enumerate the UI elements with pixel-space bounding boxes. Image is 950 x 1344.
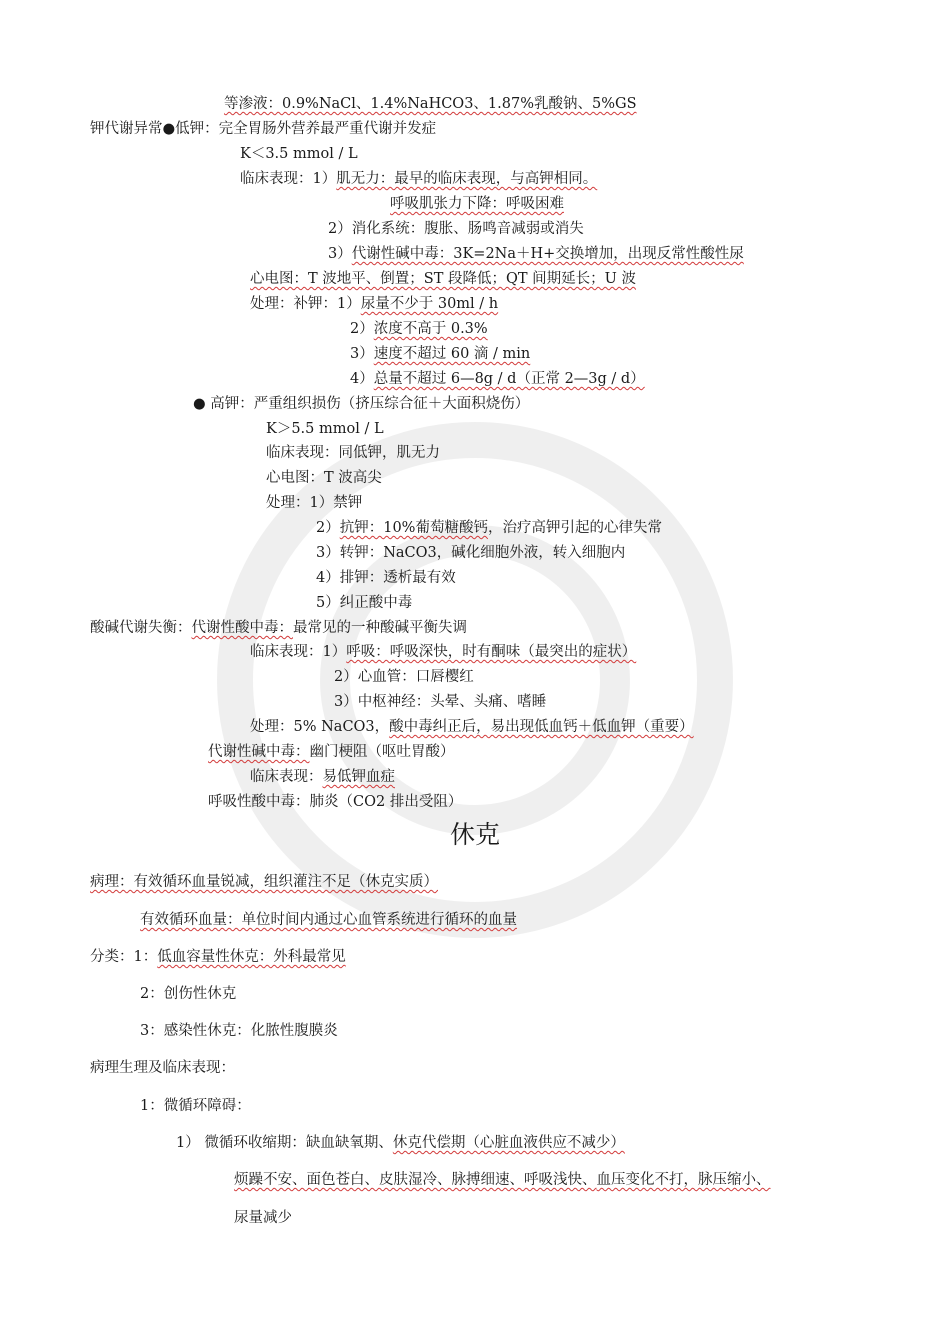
hypokalemia-clinical-3	[328, 244, 744, 264]
symptoms-1b-text: 血压变化不打，脉压缩小、	[596, 1172, 771, 1188]
treat-2-text: 浓度不高于 0.3%	[373, 321, 488, 337]
hyperkalemia-heading: ● 高钾：严重组织损伤（挤压综合征＋大面积烧伤）	[193, 396, 530, 412]
hyperkalemia-ecg: 心电图：T 波高尖	[266, 470, 382, 486]
acidosis-clinical-label: 临床表现：1）	[250, 644, 347, 660]
acidbase-prefix: 酸碱代谢失衡：	[90, 620, 192, 636]
clinical-label: 临床表现：1）	[240, 171, 337, 187]
shock-classification-1	[90, 947, 346, 967]
shock-title: 休克	[449, 820, 500, 849]
metabolic-acidosis-term: 代谢性酸中毒：	[191, 620, 293, 636]
acidosis-treatment	[250, 717, 694, 737]
respiratory-acidosis: 呼吸性酸中毒：肺炎（CO2 排出受阻）	[208, 794, 463, 810]
clinical-3-text: 代谢性碱中毒：3K=2Na＋H+交换增加，出现反常性酸性尿	[351, 246, 744, 262]
shock-classification-3: 3：感染性休克：化脓性腹膜炎	[140, 1023, 338, 1039]
hyperkalemia-treat-4: 4）排钾：透析最有效	[316, 570, 456, 586]
acidosis-treat-text: 酸中毒纠正后，易出现低血钙＋低血钾（重要）	[389, 719, 694, 735]
treat-1-text: 尿量不少于 30ml / h	[360, 296, 499, 312]
hypokalemia-clinical-1b	[390, 194, 564, 214]
treat-2-prefix: 2）	[350, 321, 374, 337]
acidosis-clinical-1	[250, 642, 636, 662]
hypokalemia-level: K＜3.5 mmol / L	[240, 146, 358, 162]
shock-classification-2: 2：创伤性休克	[140, 986, 237, 1002]
shock-pathology	[90, 872, 438, 892]
metabolic-alkalosis-term: 代谢性碱中毒：	[208, 744, 310, 760]
treat-3-text: 速度不超过 60 滴 / min	[373, 346, 531, 362]
effective-circulating-volume	[140, 910, 517, 930]
isotonic-solutions	[224, 94, 637, 114]
acidosis-clinical-1-text: 呼吸：呼吸深快，时有酮味（最突出的症状）	[346, 644, 637, 660]
classification-1-text: 低血容量性休克：外科最常见	[157, 949, 346, 965]
metabolic-alkalosis-rest: 幽门梗阻（呕吐胃酸）	[309, 744, 455, 760]
hyperkalemia-treat-2	[316, 518, 662, 538]
hypokalemia-treat-4	[350, 369, 645, 389]
alkalosis-clinical-label: 临床表现：	[250, 769, 323, 785]
shock-symptoms-2: 尿量减少	[234, 1210, 292, 1226]
treat-4-prefix: 4）	[350, 371, 374, 387]
hypokalemia-ecg	[250, 269, 636, 289]
hypokalemia-clinical-2: 2）消化系统：腹胀、肠鸣音减弱或消失	[328, 221, 584, 237]
hk-treat-2-prefix: 2）	[316, 520, 340, 536]
micro-stage-1-wavy: 休克代偿期（心脏血液供应不减少）	[392, 1135, 625, 1151]
clinical-3-prefix: 3）	[328, 246, 352, 262]
clinical-1b-text: 呼吸肌张力下降：呼吸困难	[390, 196, 564, 212]
acidosis-clinical-3: 3）中枢神经：头晕、头痛、嗜睡	[334, 694, 547, 710]
hypokalemia-heading-rest: 完全胃肠外营养最严重代谢并发症	[218, 121, 437, 137]
classification-prefix: 分类：1：	[90, 949, 158, 965]
isotonic-text: 等渗液：0.9%NaCl、1.4%NaHCO3、1.87%乳酸钠、5%GS	[224, 96, 637, 112]
hyperkalemia-treat-5: 5）纠正酸中毒	[316, 595, 413, 611]
hypokalemia-treat-1	[250, 294, 498, 314]
ecg-text: 心电图：T 波地平、倒置；ST 段降低；QT 间期延长；U 波	[250, 271, 636, 287]
shock-pathology-text: 病理：有效循环血量锐减，组织灌注不足（休克实质）	[90, 874, 438, 890]
metabolic-alkalosis	[208, 742, 455, 762]
hk-treat-2-text: 抗钾：10%葡萄糖酸钙	[339, 520, 488, 536]
treat-label: 处理：补钾：1）	[250, 296, 361, 312]
alkalosis-clinical-text: 易低钾血症	[322, 769, 395, 785]
treat-4-text: 总量不超过 6—8g / d（正常 2—3g / d）	[373, 371, 645, 387]
patho-clinical-heading: 病理生理及临床表现：	[90, 1060, 235, 1076]
hk-treat-2-rest: ，治疗高钾引起的心律失常	[487, 520, 662, 536]
symptoms-1a-text: 烦躁不安、面色苍白、皮肤湿冷、脉搏细速、呼吸浅快、	[234, 1172, 597, 1188]
hypokalemia-treat-2	[350, 319, 488, 339]
acidbase-heading	[90, 618, 467, 638]
hypokalemia-heading-prefix: 钾代谢异常●低钾：	[90, 121, 219, 137]
ecv-text: 有效循环血量：单位时间内通过心血管系统进行循环的血量	[140, 912, 517, 928]
hyperkalemia-treat-1: 处理：1）禁钾	[266, 495, 363, 511]
hyperkalemia-level: K＞5.5 mmol / L	[266, 421, 384, 437]
acidosis-clinical-2: 2）心血管：口唇樱红	[334, 669, 474, 685]
hypokalemia-clinical-1	[240, 169, 597, 189]
micro-stage-1-prefix: 1） 微循环收缩期：缺血缺氧期、	[176, 1135, 393, 1151]
acidbase-heading-rest: 最常见的一种酸碱平衡失调	[293, 620, 467, 636]
clinical-1-text: 肌无力：最早的临床表现，与高钾相同。	[336, 171, 598, 187]
microcirculation-heading: 1：微循环障碍：	[140, 1098, 251, 1114]
alkalosis-clinical	[250, 767, 395, 787]
hyperkalemia-treat-3: 3）转钾：NaCO3，碱化细胞外液，转入细胞内	[316, 545, 626, 561]
hypokalemia-treat-3	[350, 344, 530, 364]
treat-3-prefix: 3）	[350, 346, 374, 362]
shock-symptoms-1	[234, 1170, 771, 1190]
acidosis-treat-prefix: 处理：5% NaCO3，	[250, 719, 390, 735]
hypokalemia-heading	[90, 119, 436, 139]
microcirculation-stage-1	[176, 1133, 625, 1153]
hyperkalemia-clinical: 临床表现：同低钾，肌无力	[266, 445, 440, 461]
